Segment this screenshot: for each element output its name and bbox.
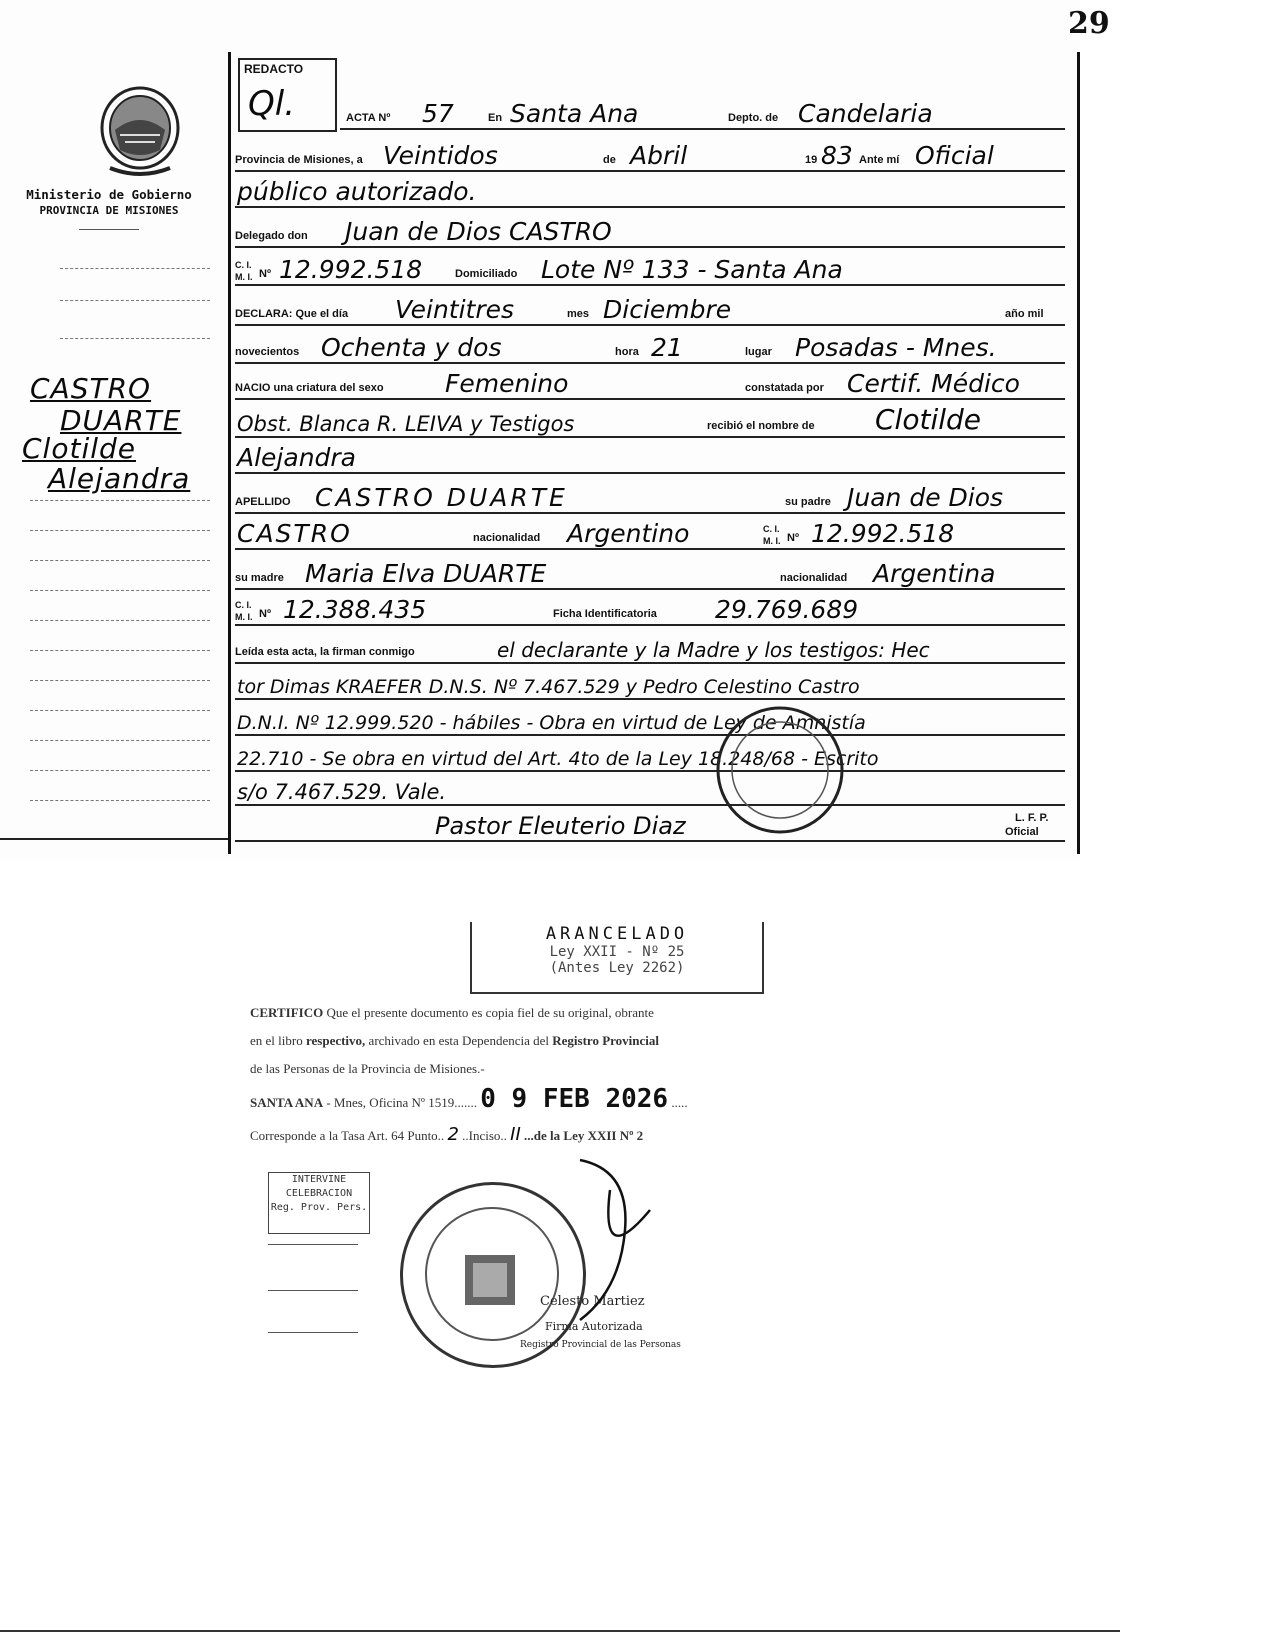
certification-line-2 [250,1033,1130,1049]
margin-line [60,338,210,339]
ci-label: C. I. [235,600,252,610]
certification-punto: 2 [447,1124,459,1145]
margin-given-1: Clotilde [22,432,136,465]
certification-text-2c: archivado en esta Dependencia del [368,1033,550,1048]
observaciones-3: 22.710 - Se obra en virtud del Art. 4to de la Ley 18.248/68 - Escrito [237,748,879,770]
margin-line [30,590,210,591]
en-value: Santa Ana [510,99,639,128]
recibio-label: recibió el nombre de [707,420,815,432]
margin-bottom-line [0,838,228,840]
declara-dia: Veintitres [395,295,515,324]
padre-label: su padre [785,496,831,508]
ficha-value: 29.769.689 [715,595,859,624]
en-label: En [488,112,503,124]
nombre-value-cont: Alejandra [237,443,357,472]
margin-given-2: Alejandra [48,462,191,495]
observaciones-1: tor Dimas KRAEFER D.N.S. Nº 7.467.529 y Pedro Celestino Castro [237,676,860,698]
padre-nacionalidad: Argentino [567,519,690,548]
certification-text-2d: Registro Provincial [552,1033,660,1048]
domicilio-value: Lote Nº 133 - Santa Ana [541,255,843,284]
page-number: 29 [1068,6,1110,41]
signer-title: Firma Autorizada [545,1320,643,1333]
ministry-line1: Ministerio de Gobierno [26,187,192,202]
seal-crest-icon [455,1245,525,1315]
lugar-label: lugar [745,346,772,358]
lugar-value: Posadas - Mnes. [795,333,997,362]
constatada-label: constatada por [745,382,824,394]
mi-label: M. I. [235,612,253,622]
certification-line-5 [250,1124,1130,1145]
page-bottom-line [0,1630,1120,1632]
signer-office: Registro Provincial de las Personas [520,1340,681,1350]
madre-label: su madre [235,572,284,584]
certification-inciso: II [510,1124,521,1145]
delegado-label: Delegado don [235,230,308,242]
apellido-label: APELLIDO [235,496,291,508]
form-line-documento [235,244,1065,286]
form-line-madre-doc [235,584,1065,626]
madre-nacionalidad: Argentina [873,559,996,588]
delegado-value: Juan de Dios CASTRO [345,217,612,246]
delegado-document: 12.992.518 [279,255,423,284]
padre-value: Juan de Dios [847,483,1004,512]
signature-mark-icon [540,1150,690,1350]
margin-line [30,800,210,801]
form-line-ante [235,166,1065,208]
arancelado-former-law: (Antes Ley 2262) [549,960,685,976]
acta-label: ACTA Nº [346,112,391,124]
margin-line [30,710,210,711]
ci-label: C. I. [763,524,780,534]
no-label: Nº [259,268,271,280]
redacto-label: REDACTO [244,62,304,76]
hora-value: 21 [651,333,683,362]
margin-line [30,770,210,771]
form-line-nombre [235,432,1065,474]
hora-label: hora [615,346,639,358]
certification-line-4 [250,1084,1130,1114]
intervine-l1: INTERVINE [291,1174,347,1185]
form-line-delegado [235,206,1065,248]
nacio-label: NACIO una criatura del sexo [235,382,384,394]
redacto-initials: Ql. [248,84,296,124]
signer-name: Celesto Martiez [540,1294,645,1309]
certification-date: 0 9 FEB 2026 [480,1084,669,1114]
registry-stamp-icon [690,700,870,840]
dia-value: Veintidos [383,141,498,170]
margin-line [30,530,210,531]
anio-prefix: 19 [805,154,818,166]
certification-office: - Mnes, Oficina Nº 1519....... [326,1095,477,1110]
certification-text-3: de las Personas de la Provincia de Misiones.- [250,1061,485,1076]
constatada-value: Certif. Médico [847,369,1020,398]
margin-line [60,300,210,301]
declara-label: DECLARA: Que el día [235,308,349,320]
form-line-signatures [235,800,1065,842]
nacionalidad-label: nacionalidad [473,532,541,544]
padre-value-cont: CASTRO [237,519,352,548]
certification-line-3 [250,1061,1130,1077]
arancelado-law: Ley XXII - Nº 25 [549,944,685,960]
novecientos-value: Ochenta y dos [321,333,502,362]
certification-ley: ...de la Ley XXII Nº 2 [524,1128,644,1143]
depto-label: Depto. de [728,112,779,124]
certification-text-2b: respectivo, [305,1033,366,1048]
leida-value: el declarante y la Madre y los testigos: Hec [497,638,930,662]
intervine-stamp [268,1172,370,1234]
sexo-value: Femenino [445,369,569,398]
certification-line-1 [250,1005,1130,1021]
provincial-crest-icon [90,80,190,185]
anio-value: 83 [821,141,853,170]
ministry-line2: PROVINCIA DE MISIONES [39,204,179,217]
mi-label: M. I. [235,272,253,282]
form-line-declara [235,284,1065,326]
provincia-label: Provincia de Misiones, a [235,154,363,166]
margin-line [30,740,210,741]
declara-mes: Diciembre [603,295,732,324]
redacto-box [238,58,337,132]
margin-line [60,268,210,269]
madre-documento: 12.388.435 [283,595,427,624]
stamp-line [268,1332,358,1333]
ministry-header [4,187,214,230]
margin-line [30,560,210,561]
margin-surname-2: DUARTE [60,404,182,437]
ci-label: C. I. [235,260,252,270]
de-label: de [603,154,616,166]
stamp-line [268,1244,358,1245]
domicilio-label: Domiciliado [455,268,518,280]
certification-tasa: Corresponde a la Tasa Art. 64 Punto.. [250,1128,445,1143]
apellido-value: CASTRO DUARTE [315,483,568,512]
margin-line [30,650,210,651]
signature-caption-2: Oficial [1005,826,1039,838]
form-line-nacio [235,358,1065,400]
padre-documento: 12.992.518 [811,519,955,548]
no-label: Nº [259,608,271,620]
ante-label: Ante mí [859,154,900,166]
constatada-value-cont: Obst. Blanca R. LEIVA y Testigos [237,412,575,436]
intervine-l2: CELEBRACION [285,1188,353,1199]
signatures: Pastor Eleuterio Diaz [435,812,686,840]
certification-dots: ..... [671,1095,688,1110]
arancelado-title: ARANCELADO [545,924,689,944]
margin-line [30,680,210,681]
nacionalidad-label-madre: nacionalidad [780,572,848,584]
certification-text-2a: en el libro [250,1033,303,1048]
observaciones-4: s/o 7.467.529. Vale. [237,780,447,804]
acta-number: 57 [422,99,454,128]
nombre-value: Clotilde [875,403,981,436]
arancelado-stamp [470,922,764,994]
anio-mil-label: año mil [1005,308,1044,320]
certification-text-1: Que el presente documento es copia fiel de su original, obrante [326,1005,654,1020]
ficha-label: Ficha Identificatoria [553,608,657,620]
form-line-padre [235,508,1065,550]
form-line-acta [340,88,1065,130]
leida-label: Leída esta acta, la firman conmigo [235,646,415,658]
mes-value: Abril [630,141,688,170]
ante-value: Oficial [915,141,994,170]
madre-value: Maria Elva DUARTE [305,559,547,588]
ante-value-cont: público autorizado. [237,177,477,206]
divider [79,229,139,230]
mi-label: M. I. [763,536,781,546]
certifico-label: CERTIFICO [250,1005,324,1020]
margin-surname-1: CASTRO [30,372,152,405]
depto-value: Candelaria [798,99,933,128]
novecientos-label: novecientos [235,346,300,358]
signature-caption: L. F. P. [1015,812,1049,824]
margin-line [30,500,210,501]
stamp-line [268,1290,358,1291]
certification-inciso-label: ..Inciso.. [462,1128,507,1143]
mes-label: mes [567,308,590,320]
intervine-l3: Reg. Prov. Pers. [270,1202,368,1213]
no-label: Nº [787,532,799,544]
margin-line [30,620,210,621]
certification-place: SANTA ANA [250,1095,324,1110]
observaciones-2: D.N.I. Nº 12.999.520 - hábiles - Obra en virtud de Ley de Amnistía [237,712,866,734]
